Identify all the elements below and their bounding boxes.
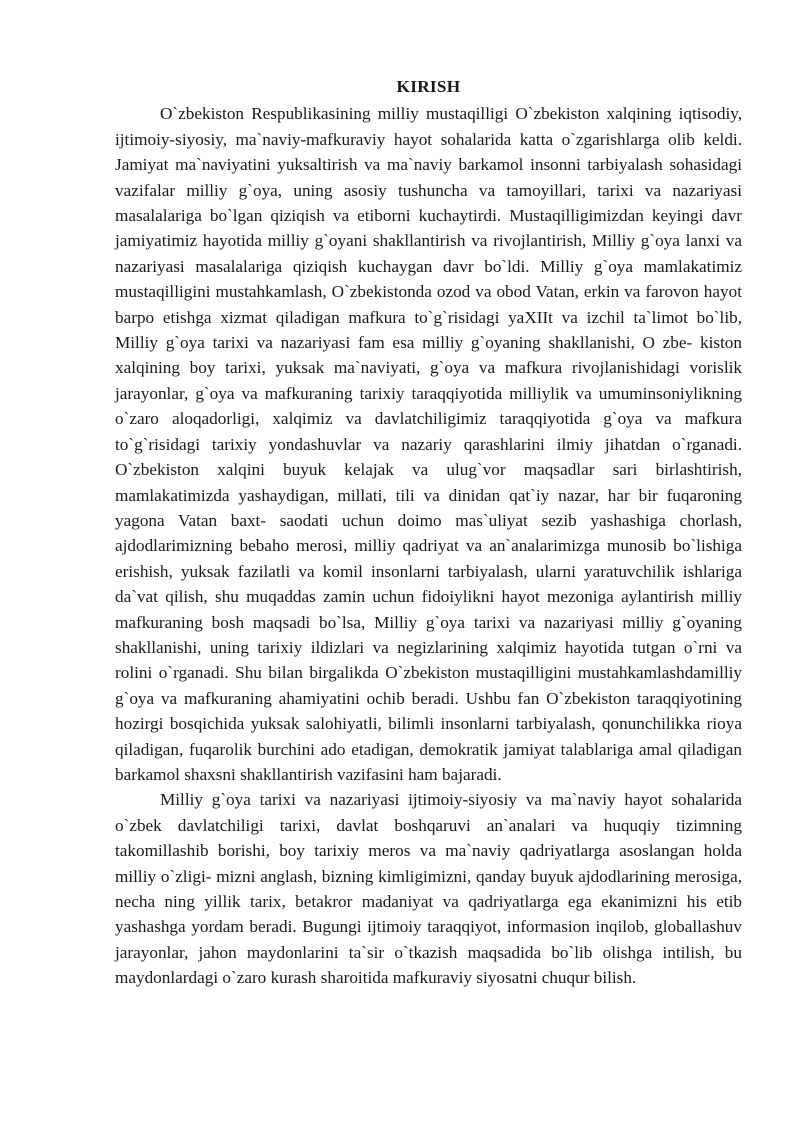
- paragraph-2: Milliy g`oya tarixi va nazariyasi ijtimoiy-siyosiy va ma`naviy hayot sohalarida o`zbek davlatchiligi tarixi, davlat boshqaruvi an`analari va huquqiy tizimning takomillashib borishi, boy tarixiy meros va ma`naviy qadriyatlarga asoslangan holda milliy o`zligi- mizni anglash, bizning kimligimizni, qanday buyuk ajdodlarining merosiga, necha ning yillik tarix, betakror madaniyat va qadriyatlarga ega ekanimizni his etib yashashga yordam beradi. Bugungi ijtimoiy taraqqiyot, informasion inqilob, globallashuv jarayonlar, jahon maydonlarini ta`sir o`tkazish maqsadida bo`lib olishga intilish, bu maydonlardagi o`zaro kurash sharoitida mafkuraviy siyosatni chuqur bilish.: [115, 790, 742, 988]
- document-page: [115, 74, 742, 991]
- paragraph-1: O`zbekiston Respublikasining milliy mustaqilligi O`zbekiston xalqining iqtisodiy, ijtimoiy-siyosiy, ma`naviy-mafkuraviy hayot sohalarida katta o`zgarishlarga olib keldi. Jamiyat ma`naviyatini yuksaltirish va ma`naviy barkamol insonni tarbiyalash sohasidagi vazifalar milliy g`oya, uning asosiy tushuncha va tamoyillari, tarixi va nazariyasi masalalariga bo`lgan qiziqish va etiborni kuchaytirdi. Mustaqilligimizdan keyingi davr jamiyatimiz hayotida milliy g`oyani shakllantirish va rivojlantirish, Milliy g`oya lanxi va nazariyasi masalalariga qiziqish kuchaygan davr bo`ldi. Milliy g`oya mamlakatimiz mustaqilligini mustahkamlash, O`zbekistonda ozod va obod Vatan, erkin va farovon hayot barpo etishga xizmat qiladigan mafkura to`g`risidagi yaXIIt va izchil ta`limot bo`lib, Milliy g`oya tarixi va nazariyasi fam esa milliy g`oyaning shakllanishi, O zbe- kiston xalqining boy tarixi, yuksak ma`naviyati, g`oya va mafkura rivojlanishidagi vorislik jarayonlar, g`oya va mafkuraning tarixiy taraqqiyotida milliylik va umuminsoniylikning o`zaro aloqadorligi, xalqimiz va davlatchiligimiz taraqqiyotida g`oya va mafkura to`g`risidagi tarixiy yondashuvlar va nazariy qarashlarini ilmiy jihatdan o`rganadi. O`zbekiston xalqini buyuk kelajak va ulug`vor maqsadlar sari birlashtirish, mamlakatimizda yashaydigan, millati, tili va dinidan qat`iy nazar, har bir fuqaroning yagona Vatan baxt- saodati uchun doimo mas`uliyat sezib yashashiga chorlash, ajdodlarimizning bebaho merosi, milliy qadriyat va an`analarimizga munosib bo`lishiga erishish, yuksak fazilatli va komil insonlarni tarbiyalash, ularni yaratuvchilik ishlariga da`vat qilish, shu muqaddas zamin uchun fidoiylikni hayot mezoniga aylantirish milliy mafkuraning bosh maqsadi bo`lsa, Milliy g`oya tarixi va nazariyasi milliy g`oyaning shakllanishi, uning tarixiy ildizlari va negizlarining xalqimiz hayotida tutgan o`rni va rolini o`rganadi. Shu bilan birgalikda O`zbekiston mustaqilligini mustahkamlashdamilliy g`oya va mafkuraning ahamiyatini ochib beradi. Ushbu fan O`zbekiston taraqqiyotining hozirgi bosqichida yuksak salohiyatli, bilimli insonlarni tarbiyalash, qonunchilikka rioya qiladigan, fuqarolik burchini ado etadigan, demokratik jamiyat talablariga amal qiladigan barkamol shaxsni shakllantirish vazifasini ham bajaradi.: [115, 104, 742, 784]
- page-title: KIRISH: [396, 77, 461, 96]
